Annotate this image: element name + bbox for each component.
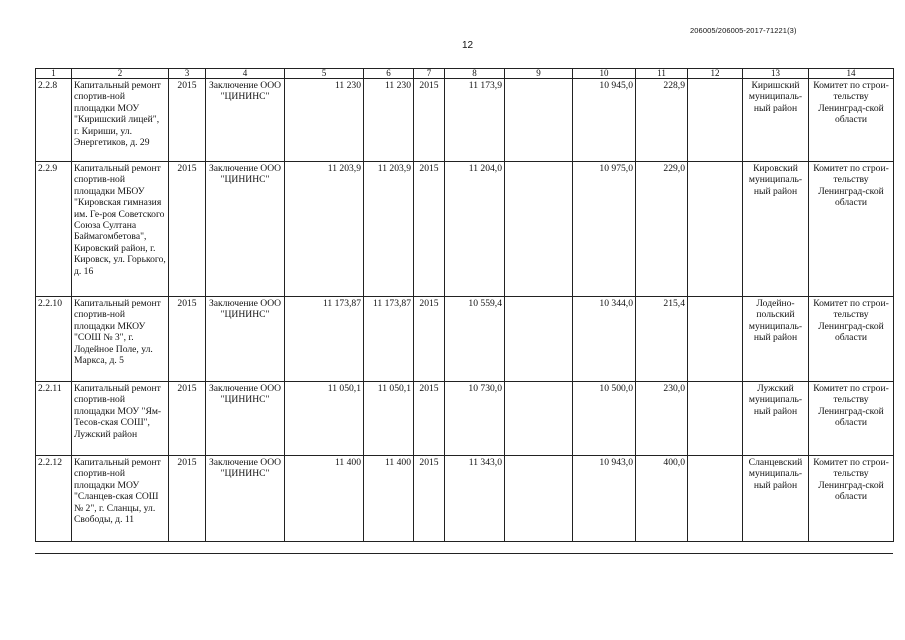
year: 2015 [169, 456, 206, 542]
column-number-row [36, 69, 894, 79]
local-budget: 400,0 [636, 456, 688, 542]
column-number: 11 [636, 69, 688, 79]
funding-col-9 [505, 297, 573, 382]
regional-budget: 10 344,0 [573, 297, 636, 382]
table-row [36, 382, 894, 456]
document-code: 206005/206005-2017-71221(3) [690, 26, 797, 35]
item-number: 2.2.8 [36, 79, 72, 162]
estimated-cost: 11 400 [285, 456, 364, 542]
cost-value: 11 400 [364, 456, 414, 542]
funding-col-9 [505, 79, 573, 162]
year: 2015 [169, 162, 206, 297]
responsible-body: Комитет по строи-тельству Ленинград-ской области [809, 297, 894, 382]
expertise: Заключение ООО "ЦИНИНС" [206, 382, 285, 456]
column-number: 6 [364, 69, 414, 79]
funding-col-12 [688, 162, 743, 297]
column-number: 1 [36, 69, 72, 79]
item-number: 2.2.11 [36, 382, 72, 456]
total-funding: 11 204,0 [445, 162, 505, 297]
regional-budget: 10 975,0 [573, 162, 636, 297]
total-funding: 11 173,9 [445, 79, 505, 162]
column-number: 13 [743, 69, 809, 79]
column-number: 12 [688, 69, 743, 79]
funding-col-9 [505, 382, 573, 456]
column-number: 9 [505, 69, 573, 79]
cost-value: 11 050,1 [364, 382, 414, 456]
responsible-body: Комитет по строи-тельству Ленинград-ской области [809, 162, 894, 297]
table-row [36, 456, 894, 542]
funding-col-12 [688, 297, 743, 382]
responsible-body: Комитет по строи-тельству Ленинград-ской области [809, 79, 894, 162]
year: 2015 [169, 79, 206, 162]
table-row [36, 297, 894, 382]
regional-budget: 10 943,0 [573, 456, 636, 542]
total-funding: 10 730,0 [445, 382, 505, 456]
funding-col-12 [688, 456, 743, 542]
estimated-cost: 11 203,9 [285, 162, 364, 297]
page-number: 12 [462, 40, 474, 51]
regional-budget: 10 500,0 [573, 382, 636, 456]
object-name: Капитальный ремонт спортив-ной площадки МОУ "Ям-Тесов-ская СОШ", Лужский район [72, 382, 169, 456]
table-bottom-rule [35, 553, 893, 554]
estimated-cost: 11 173,87 [285, 297, 364, 382]
expertise: Заключение ООО "ЦИНИНС" [206, 456, 285, 542]
year: 2015 [169, 382, 206, 456]
completion-year: 2015 [414, 79, 445, 162]
cost-value: 11 203,9 [364, 162, 414, 297]
estimated-cost: 11 230 [285, 79, 364, 162]
column-number: 5 [285, 69, 364, 79]
responsible-body: Комитет по строи-тельству Ленинград-ской области [809, 382, 894, 456]
completion-year: 2015 [414, 162, 445, 297]
total-funding: 11 343,0 [445, 456, 505, 542]
table-row [36, 162, 894, 297]
object-name: Капитальный ремонт спортив-ной площадки МОУ "Сланцев-ская СОШ № 2", г. Сланцы, ул. Свободы, д. 11 [72, 456, 169, 542]
expertise: Заключение ООО "ЦИНИНС" [206, 297, 285, 382]
cost-value: 11 173,87 [364, 297, 414, 382]
year: 2015 [169, 297, 206, 382]
expertise: Заключение ООО "ЦИНИНС" [206, 162, 285, 297]
cost-value: 11 230 [364, 79, 414, 162]
column-number: 14 [809, 69, 894, 79]
responsible-body: Комитет по строи-тельству Ленинград-ской области [809, 456, 894, 542]
item-number: 2.2.12 [36, 456, 72, 542]
object-name: Капитальный ремонт спортив-ной площадки МОУ "Киришский лицей", г. Кириши, ул. Энергетиков, д. 29 [72, 79, 169, 162]
completion-year: 2015 [414, 456, 445, 542]
regional-budget: 10 945,0 [573, 79, 636, 162]
completion-year: 2015 [414, 297, 445, 382]
local-budget: 228,9 [636, 79, 688, 162]
column-number: 10 [573, 69, 636, 79]
completion-year: 2015 [414, 382, 445, 456]
estimated-cost: 11 050,1 [285, 382, 364, 456]
municipality: Лодейно-польский муниципаль-ный район [743, 297, 809, 382]
municipality: Сланцевский муниципаль-ный район [743, 456, 809, 542]
municipality: Кировский муниципаль-ный район [743, 162, 809, 297]
funding-col-12 [688, 79, 743, 162]
column-number: 7 [414, 69, 445, 79]
item-number: 2.2.9 [36, 162, 72, 297]
table-row [36, 79, 894, 162]
projects-table [35, 68, 894, 542]
funding-col-9 [505, 162, 573, 297]
column-number: 2 [72, 69, 169, 79]
municipality: Киришский муниципаль-ный район [743, 79, 809, 162]
local-budget: 215,4 [636, 297, 688, 382]
expertise: Заключение ООО "ЦИНИНС" [206, 79, 285, 162]
total-funding: 10 559,4 [445, 297, 505, 382]
object-name: Капитальный ремонт спортив-ной площадки МКОУ "СОШ № 3", г. Лодейное Поле, ул. Маркса, д. 5 [72, 297, 169, 382]
local-budget: 230,0 [636, 382, 688, 456]
municipality: Лужский муниципаль-ный район [743, 382, 809, 456]
item-number: 2.2.10 [36, 297, 72, 382]
column-number: 3 [169, 69, 206, 79]
column-number: 4 [206, 69, 285, 79]
column-number: 8 [445, 69, 505, 79]
object-name: Капитальный ремонт спортив-ной площадки МБОУ "Кировская гимназия им. Ге-роя Советского Союза Султана Баймагомбетова", Кировский район, г. Кировск, ул. Горького, д. 16 [72, 162, 169, 297]
funding-col-9 [505, 456, 573, 542]
funding-col-12 [688, 382, 743, 456]
local-budget: 229,0 [636, 162, 688, 297]
